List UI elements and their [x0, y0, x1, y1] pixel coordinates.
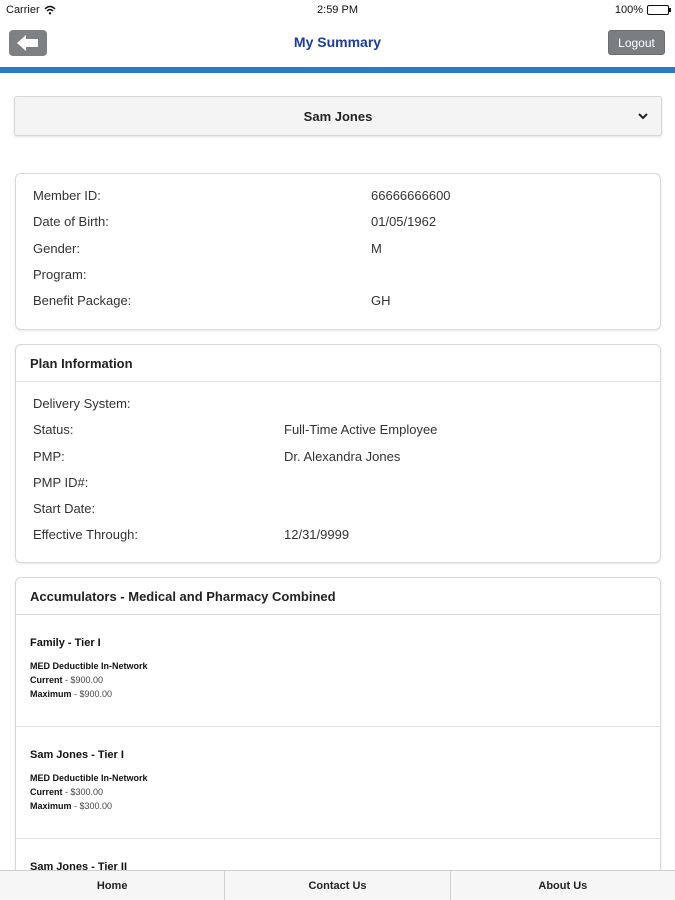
plan-value: Dr. Alexandra Jones — [284, 448, 401, 464]
maximum-label: Maximum — [30, 689, 72, 699]
maximum-label: Maximum — [30, 801, 72, 811]
tab-about-us[interactable]: About Us — [538, 879, 588, 892]
current-label: Current — [30, 787, 63, 797]
info-label: Program: — [33, 266, 87, 282]
tier-current — [30, 675, 646, 685]
plan-label: Effective Through: — [33, 527, 139, 543]
plan-label: PMP: — [33, 448, 65, 464]
plan-value: Full-Time Active Employee — [284, 422, 438, 438]
info-label: Date of Birth: — [33, 214, 109, 230]
info-value: 01/05/1962 — [371, 214, 437, 230]
battery-icon — [647, 5, 669, 15]
plan-label: PMP ID#: — [33, 474, 89, 490]
info-row-date-of-birth — [16, 210, 660, 236]
accumulator-tier — [16, 615, 660, 727]
plan-label: Status: — [33, 422, 74, 438]
status-bar — [0, 0, 675, 20]
plan-label: Delivery System: — [33, 396, 131, 411]
info-row-member-id — [16, 184, 660, 210]
tier-title: Sam Jones - Tier I — [30, 749, 124, 761]
main-content[interactable] — [0, 73, 675, 870]
info-row-gender — [16, 237, 660, 263]
current-label: Current — [30, 675, 63, 685]
carrier-label: Carrier — [6, 4, 40, 16]
clock: 2:59 PM — [317, 4, 358, 16]
accumulators-title: Accumulators - Medical and Pharmacy Combined — [16, 578, 660, 615]
maximum-value: - $300.00 — [74, 801, 113, 811]
info-row-program — [16, 263, 660, 289]
info-value: 66666666600 — [371, 188, 451, 203]
maximum-value: - $900.00 — [74, 689, 113, 699]
info-label: Gender: — [33, 240, 80, 256]
current-value: - $300.00 — [65, 787, 104, 797]
info-value: GH — [371, 293, 391, 309]
plan-row-status — [16, 418, 660, 444]
nav-bar — [0, 20, 675, 68]
current-value: - $900.00 — [65, 675, 104, 685]
info-value: M — [371, 240, 382, 256]
plan-row-pmp — [16, 445, 660, 471]
plan-row-delivery-system — [16, 392, 660, 418]
accumulator-tier — [16, 839, 660, 870]
plan-info-card — [15, 344, 661, 563]
logout-button[interactable]: Logout — [608, 30, 665, 55]
tier-maximum — [30, 689, 646, 699]
info-row-benefit-package — [16, 289, 660, 315]
plan-row-pmp-id — [16, 471, 660, 497]
tier-subtitle: MED Deductible In-Network — [30, 773, 148, 783]
accumulator-tier — [16, 727, 660, 839]
tier-maximum — [30, 801, 646, 811]
tab-bar — [0, 870, 675, 900]
info-label: Member ID: — [33, 188, 101, 203]
info-label: Benefit Package: — [33, 293, 132, 309]
plan-row-effective-through — [16, 523, 660, 549]
plan-value: 12/31/9999 — [284, 527, 350, 543]
plan-label: Start Date: — [33, 501, 96, 517]
battery-indicator — [615, 4, 669, 16]
tab-contact-us[interactable]: Contact Us — [225, 871, 450, 900]
tier-title: Sam Jones - Tier II — [30, 861, 128, 870]
tab-home[interactable]: Home — [0, 871, 225, 900]
member-select[interactable] — [14, 96, 662, 136]
chevron-down-icon — [637, 110, 649, 122]
member-select-value: Sam Jones — [303, 109, 373, 124]
tier-current — [30, 787, 646, 797]
member-info-card — [15, 173, 661, 330]
page-title: My Summary — [293, 34, 382, 50]
accumulators-card — [15, 577, 661, 870]
tier-title: Family - Tier I — [30, 637, 101, 649]
tier-subtitle: MED Deductible In-Network — [30, 661, 148, 671]
plan-row-start-date — [16, 497, 660, 523]
plan-info-title: Plan Information — [16, 345, 660, 382]
battery-percent: 100% — [614, 4, 643, 16]
